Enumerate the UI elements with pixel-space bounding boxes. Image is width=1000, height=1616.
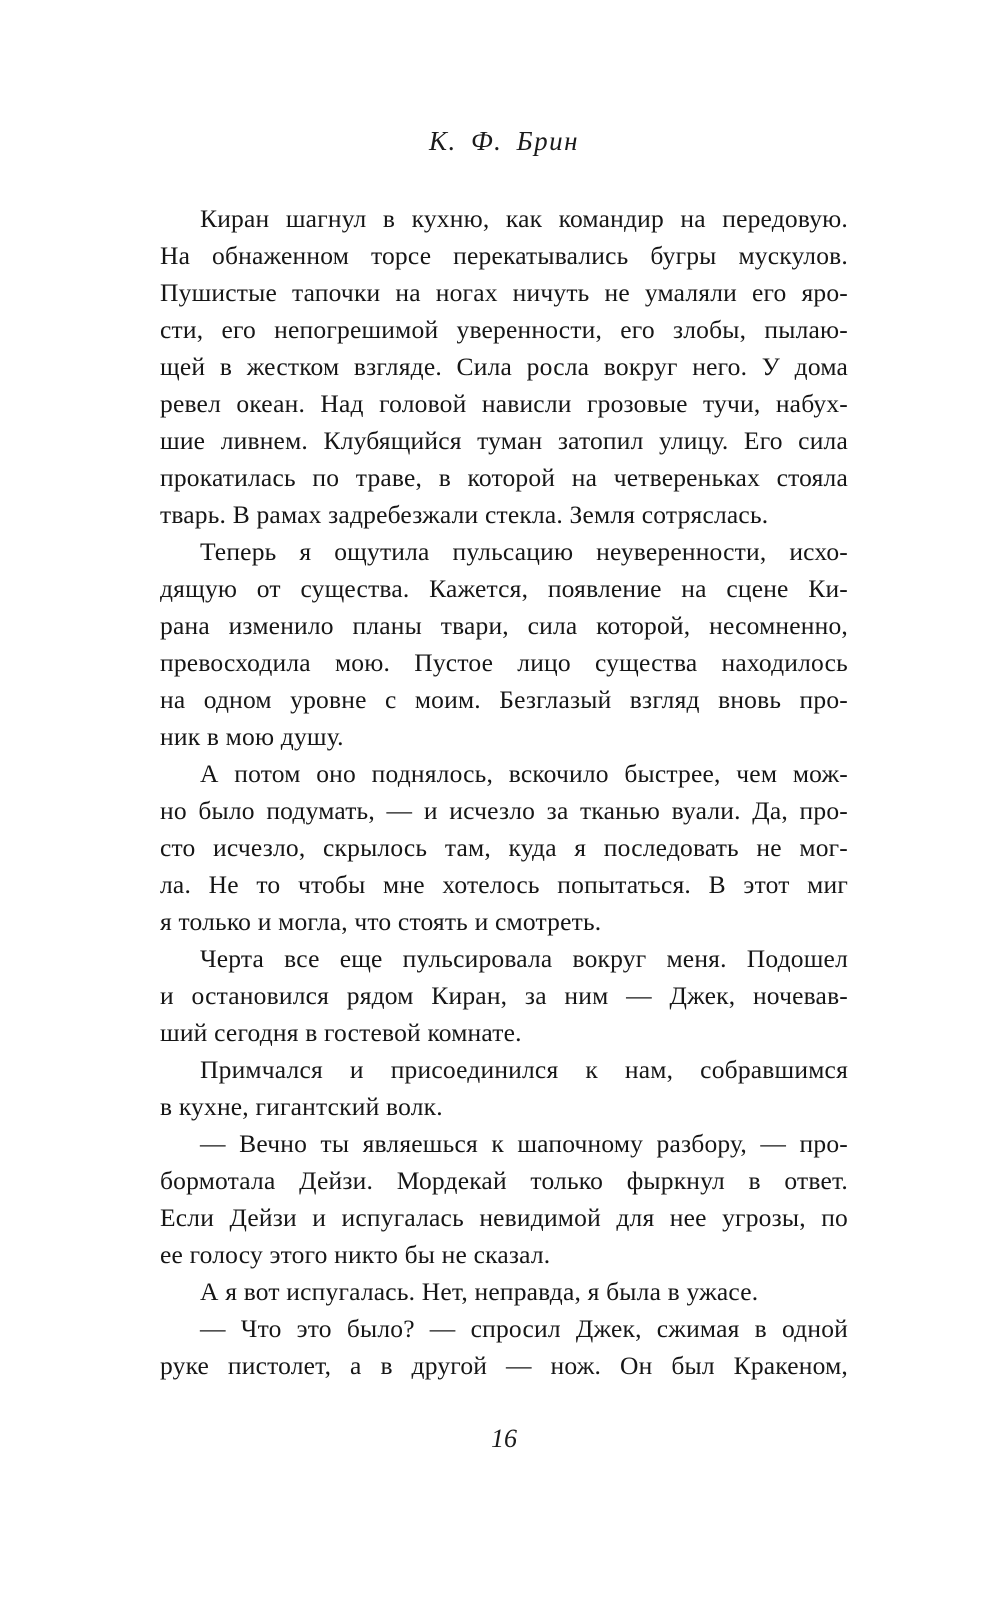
- text-line: но было подумать, — и исчезло за тканью вуали. Да, про-: [160, 796, 848, 825]
- page-number: 16: [491, 1424, 517, 1453]
- text-line: и остановился рядом Киран, за ним — Джек, ночевав-: [160, 981, 848, 1010]
- text-line: шие ливнем. Клубящийся туман затопил улицу. Его сила: [160, 426, 848, 455]
- text-line: сти, его непогрешимой уверенности, его злобы, пылаю-: [160, 315, 848, 344]
- text-line: тварь. В рамах задребезжали стекла. Земля сотряслась.: [160, 500, 769, 529]
- text-line: А потом оно поднялось, вскочило быстрее, чем мож-: [200, 759, 848, 788]
- text-line: А я вот испугалась. Нет, неправда, я была в ужасе.: [200, 1277, 759, 1306]
- text-line: На обнаженном торсе перекатывались бугры мускулов.: [160, 241, 848, 270]
- text-line: ее голосу этого никто бы не сказал.: [160, 1240, 551, 1269]
- text-line: рана изменило планы твари, сила которой, несомненно,: [160, 611, 848, 640]
- text-line: — Вечно ты являешься к шапочному разбору, — про-: [200, 1129, 848, 1158]
- text-line: руке пистолет, а в другой — нож. Он был Кракеном,: [160, 1351, 848, 1380]
- text-line: Киран шагнул в кухню, как командир на передовую.: [200, 204, 848, 233]
- text-line: прокатилась по траве, в которой на четвереньках стояла: [160, 463, 848, 492]
- text-line: ник в мою душу.: [160, 722, 344, 751]
- text-line: ла. Не то чтобы мне хотелось попытаться. В этот миг: [160, 870, 848, 899]
- text-line: Черта все еще пульсировала вокруг меня. Подошел: [200, 944, 848, 973]
- text-line: ший сегодня в гостевой комнате.: [160, 1018, 522, 1047]
- text-line: сто исчезло, скрылось там, куда я последовать не мог-: [160, 833, 848, 862]
- text-line: ревел океан. Над головой нависли грозовые тучи, набух-: [160, 389, 848, 418]
- text-line: Пушистые тапочки на ногах ничуть не умаляли его яро-: [160, 278, 848, 307]
- text-line: я только и могла, что стоять и смотреть.: [160, 907, 602, 936]
- text-block: [160, 200, 848, 1384]
- text-line: щей в жестком взгляде. Сила росла вокруг него. У дома: [160, 352, 848, 381]
- text-line: — Что это было? — спросил Джек, сжимая в одной: [200, 1314, 848, 1343]
- text-line: Если Дейзи и испугалась невидимой для нее угрозы, по: [160, 1203, 848, 1232]
- text-line: в кухне, гигантский волк.: [160, 1092, 443, 1121]
- text-line: дящую от существа. Кажется, появление на сцене Ки-: [160, 574, 848, 603]
- text-line: превосходила мою. Пустое лицо существа находилось: [160, 648, 848, 677]
- author-header: К. Ф. Брин: [429, 126, 579, 156]
- text-line: бормотала Дейзи. Мордекай только фыркнул в ответ.: [160, 1166, 848, 1195]
- text-line: на одном уровне с моим. Безглазый взгляд вновь про-: [160, 685, 848, 714]
- text-line: Теперь я ощутила пульсацию неуверенности, исхо-: [200, 537, 848, 566]
- text-line: Примчался и присоединился к нам, собравшимся: [200, 1055, 848, 1084]
